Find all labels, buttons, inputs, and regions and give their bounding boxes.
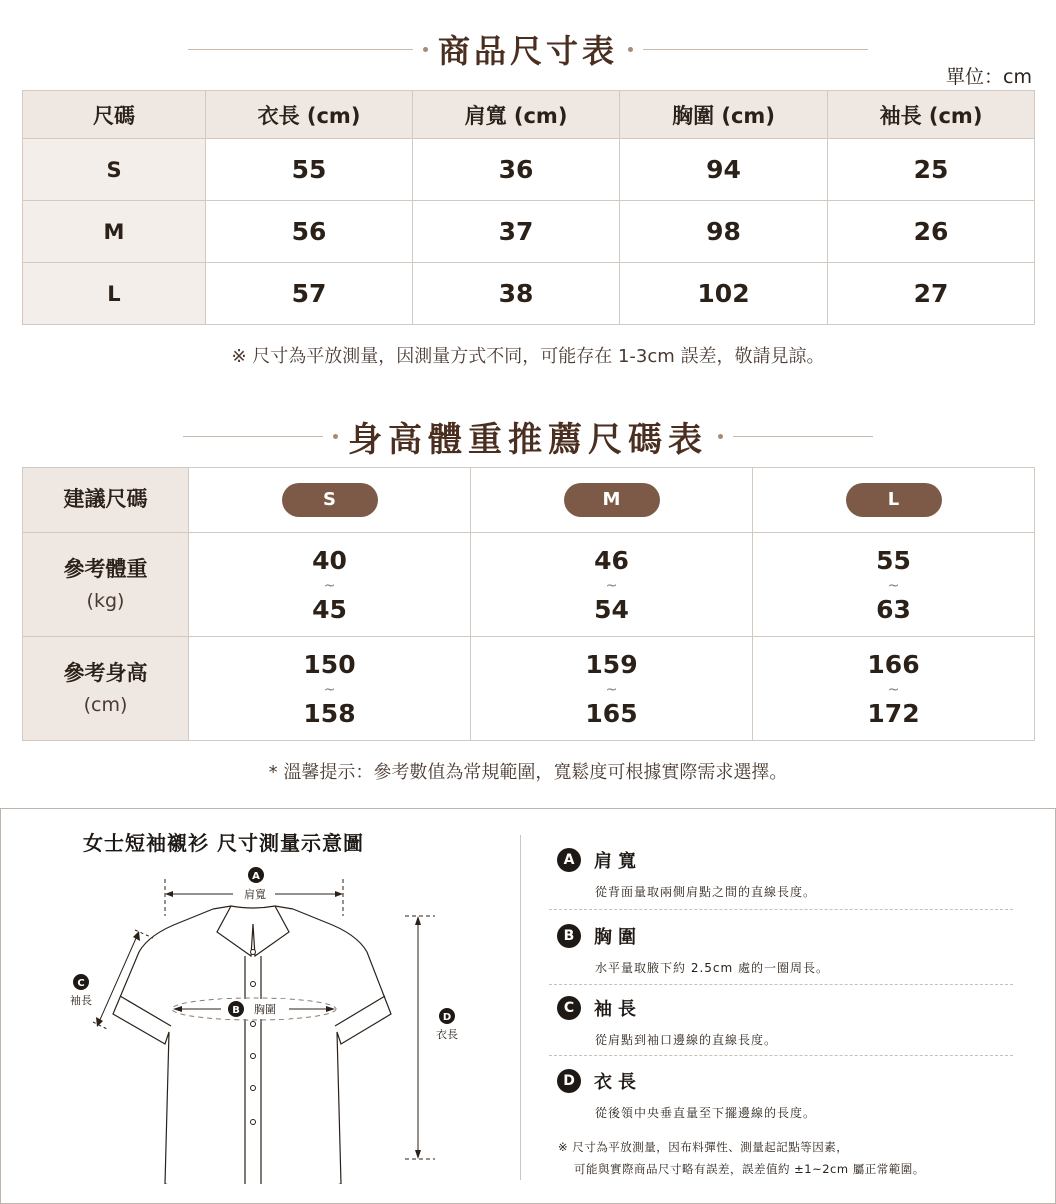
heading-line-left bbox=[188, 49, 413, 50]
height-range-m bbox=[471, 637, 753, 741]
item-name: 肩寬 bbox=[594, 851, 642, 872]
shirt-buttons bbox=[251, 950, 256, 1125]
measure-item-chest bbox=[557, 923, 1017, 976]
cell-sleeve: 25 bbox=[828, 139, 1035, 201]
heading-dot-left bbox=[423, 47, 428, 52]
item-desc: 水平量取腋下約 2.5cm 處的一圈周長。 bbox=[595, 961, 830, 975]
unit-label: 單位：cm bbox=[946, 66, 1032, 88]
size-cell-s bbox=[189, 468, 471, 533]
item-name: 衣長 bbox=[594, 1072, 642, 1093]
weight-range-s bbox=[189, 533, 471, 637]
cell-sleeve: 27 bbox=[828, 263, 1035, 325]
cell-chest: 94 bbox=[620, 139, 828, 201]
header-shoulder: 肩寬 (cm) bbox=[413, 91, 620, 139]
measure-item-sleeve bbox=[557, 995, 1017, 1048]
size-chart-note: ※ 尺寸為平放測量，因測量方式不同，可能存在 1-3cm 誤差，敬請見諒。 bbox=[231, 346, 825, 367]
guide-title: 女士短袖襯衫 尺寸測量示意圖 bbox=[83, 831, 364, 855]
weight-label: 參考體重 bbox=[63, 556, 148, 581]
item-desc: 從肩點到袖口邊線的直線長度。 bbox=[595, 1033, 778, 1047]
height-row bbox=[23, 637, 1035, 741]
diagram-label-sleeve: 袖長 bbox=[70, 994, 92, 1007]
sleeve-measure bbox=[70, 930, 153, 1030]
header-chest: 胸圍 (cm) bbox=[620, 91, 828, 139]
cell-shoulder: 37 bbox=[413, 201, 620, 263]
cell-sleeve: 26 bbox=[828, 201, 1035, 263]
footnote-line-1: ※ 尺寸為平放測量，因布料彈性、測量起記點等因素， bbox=[558, 1140, 849, 1154]
heading-dot-right bbox=[718, 434, 723, 439]
height-min: 166 bbox=[867, 649, 920, 679]
diagram-label-shoulder: 肩寬 bbox=[244, 888, 266, 901]
suggest-row bbox=[23, 468, 1035, 533]
height-range-l bbox=[753, 637, 1035, 741]
weight-unit: (kg) bbox=[86, 590, 125, 613]
header-length: 衣長 (cm) bbox=[206, 91, 413, 139]
heading-dot-left bbox=[333, 434, 338, 439]
row-size-l: L bbox=[23, 263, 206, 325]
tilde: ~ bbox=[887, 577, 900, 594]
measure-item-shoulder bbox=[557, 847, 1017, 900]
weight-min: 40 bbox=[312, 545, 347, 575]
shoulder-measure bbox=[165, 867, 343, 916]
chest-measure bbox=[172, 998, 336, 1020]
tilde: ~ bbox=[887, 681, 900, 698]
weight-range-m bbox=[471, 533, 753, 637]
size-chart-heading bbox=[0, 26, 1056, 72]
item-desc: 從後領中央垂直量至下擺邊線的長度。 bbox=[595, 1106, 817, 1120]
row-size-s: S bbox=[23, 139, 206, 201]
badge-b: B bbox=[557, 924, 581, 948]
size-cell-l bbox=[753, 468, 1035, 533]
recommend-chart-title: 身高體重推薦尺碼表 bbox=[348, 420, 708, 460]
recommend-table bbox=[22, 467, 1035, 741]
row-size-m: M bbox=[23, 201, 206, 263]
height-max: 158 bbox=[303, 698, 356, 728]
weight-max: 54 bbox=[594, 594, 629, 624]
header-sleeve: 袖長 (cm) bbox=[828, 91, 1035, 139]
height-label-cell bbox=[23, 637, 189, 741]
item-divider bbox=[549, 984, 1013, 985]
cell-length: 56 bbox=[206, 201, 413, 263]
tilde: ~ bbox=[323, 577, 336, 594]
size-cell-m bbox=[471, 468, 753, 533]
table-row bbox=[23, 263, 1035, 325]
size-chart-title: 商品尺寸表 bbox=[437, 32, 618, 70]
cell-chest: 98 bbox=[620, 201, 828, 263]
recommend-chart-note: * 溫馨提示：參考數值為常規範圍，寬鬆度可根據實際需求選擇。 bbox=[268, 762, 788, 783]
cell-length: 57 bbox=[206, 263, 413, 325]
weight-max: 45 bbox=[312, 594, 347, 624]
weight-min: 55 bbox=[876, 545, 911, 575]
table-row bbox=[23, 201, 1035, 263]
badge-c: C bbox=[557, 996, 581, 1020]
item-divider bbox=[549, 909, 1013, 910]
height-label: 參考身高 bbox=[63, 660, 148, 685]
footnote-line-2: 可能與實際商品尺寸略有誤差，誤差值約 ±1~2cm 屬正常範圍。 bbox=[574, 1162, 925, 1176]
table-row bbox=[23, 139, 1035, 201]
recommend-chart-heading bbox=[0, 412, 1056, 461]
header-size: 尺碼 bbox=[23, 91, 206, 139]
height-max: 165 bbox=[585, 698, 638, 728]
weight-min: 46 bbox=[594, 545, 629, 575]
weight-label-cell bbox=[23, 533, 189, 637]
diagram-badge-a: A bbox=[252, 871, 260, 882]
heading-line-left bbox=[183, 436, 323, 437]
height-min: 150 bbox=[303, 649, 356, 679]
size-pill-m: M bbox=[564, 483, 660, 517]
diagram-badge-b: B bbox=[232, 1005, 240, 1016]
tilde: ~ bbox=[605, 577, 618, 594]
diagram-badge-c: C bbox=[77, 978, 85, 989]
size-pill-l: L bbox=[846, 483, 942, 517]
item-name: 袖長 bbox=[594, 999, 642, 1020]
shirt-diagram bbox=[53, 864, 473, 1184]
size-pill-s: S bbox=[282, 483, 378, 517]
heading-line-right bbox=[733, 436, 873, 437]
badge-a: A bbox=[557, 848, 581, 872]
heading-dot-right bbox=[628, 47, 633, 52]
cell-shoulder: 36 bbox=[413, 139, 620, 201]
size-table bbox=[22, 90, 1035, 325]
length-measure bbox=[405, 916, 458, 1159]
measure-item-length bbox=[557, 1068, 1017, 1121]
tilde: ~ bbox=[605, 681, 618, 698]
shirt-outline bbox=[113, 906, 391, 1184]
weight-range-l bbox=[753, 533, 1035, 637]
guide-divider bbox=[520, 835, 521, 1180]
size-table-header bbox=[23, 91, 1035, 139]
suggest-label: 建議尺碼 bbox=[23, 468, 189, 533]
badge-d: D bbox=[557, 1069, 581, 1093]
diagram-label-length: 衣長 bbox=[436, 1028, 458, 1041]
height-unit: (cm) bbox=[83, 694, 128, 717]
cell-chest: 102 bbox=[620, 263, 828, 325]
guide-footnote bbox=[558, 1136, 925, 1180]
weight-row bbox=[23, 533, 1035, 637]
cell-length: 55 bbox=[206, 139, 413, 201]
measurement-guide-panel bbox=[0, 808, 1056, 1204]
tilde: ~ bbox=[323, 681, 336, 698]
diagram-badge-d: D bbox=[442, 1012, 452, 1023]
diagram-label-chest: 胸圍 bbox=[254, 1003, 276, 1016]
item-desc: 從背面量取兩側肩點之間的直線長度。 bbox=[595, 885, 817, 899]
cell-shoulder: 38 bbox=[413, 263, 620, 325]
item-divider bbox=[549, 1055, 1013, 1056]
height-range-s bbox=[189, 637, 471, 741]
height-max: 172 bbox=[867, 698, 920, 728]
heading-line-right bbox=[643, 49, 868, 50]
height-min: 159 bbox=[585, 649, 638, 679]
weight-max: 63 bbox=[876, 594, 911, 624]
item-name: 胸圍 bbox=[594, 927, 642, 948]
